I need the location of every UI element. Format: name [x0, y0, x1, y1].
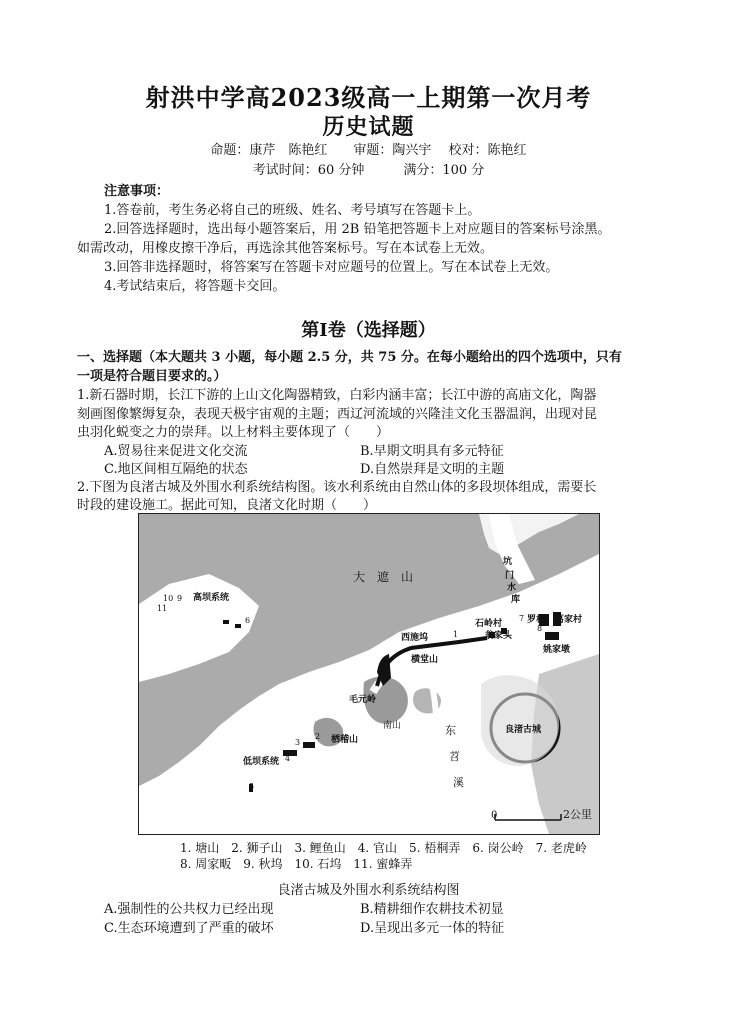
label-nanshan: 南山	[383, 721, 402, 731]
dam-marker	[223, 620, 229, 624]
notice-item: 4.考试结束后，将答题卡交回。	[104, 279, 286, 294]
label-dong: 东	[445, 724, 456, 737]
dam-number: 3	[295, 738, 301, 747]
label-kengmen: 库	[511, 595, 521, 605]
exam-title: 射洪中学高2023级高一上期第一次月考	[145, 83, 592, 112]
q1-option-a: A.贸易往来促进文化交流	[104, 444, 248, 459]
exam-subtitle: 历史试题	[322, 114, 415, 140]
label-tiao: 苕	[449, 750, 460, 763]
dam-number: 6	[245, 616, 251, 625]
dam-number: 11	[157, 604, 168, 613]
question-2-stem: 2.下图为良渚古城及外围水利系统结构图。该水利系统由自然山体的多段坝体组成，需要长	[77, 480, 597, 495]
dam-number: 4	[285, 754, 291, 763]
dam-number: 1	[453, 630, 459, 639]
label-qilongshan: 栖稽山	[331, 735, 359, 745]
question-2-stem: 时段的建设施工。据此可知，良渚文化时期（ ）	[77, 498, 377, 513]
label-hengtang: 横堂山	[411, 655, 439, 665]
label-kengmen: 坑	[503, 557, 513, 567]
scale-label: 2公里	[563, 808, 592, 821]
part-heading: 一、选择题（本大题共 3 小题，每小题 2.5 分，共 75 分。在每小题给出的四个选项中，只有	[77, 350, 622, 365]
dam-number: 2	[315, 732, 321, 741]
dam-number: 5	[249, 782, 255, 791]
time-line: 考试时间：60 分钟 满分：100 分	[252, 163, 485, 178]
dam-marker	[545, 632, 559, 640]
notice-item: 2.回答选择题时，选出每小题答案后，用 2B 铅笔把答题卡上对应题目的答案标号涂黑。	[104, 222, 611, 237]
label-maoyuanling: 毛元岭	[349, 695, 377, 705]
label-jiajiatou: 翁家头	[485, 631, 513, 641]
notice-item: 1.答卷前，考生务必将自己的班级、姓名、考号填写在答题卡上。	[104, 203, 481, 218]
notice-heading: 注意事项：	[104, 184, 170, 199]
label-kengmen: 门	[505, 571, 515, 581]
q1-option-c: C.地区间相互隔绝的状态	[104, 462, 248, 477]
q2-option-a: A.强制性的公共权力已经出现	[104, 902, 274, 917]
notice-item: 3.回答非选择题时，将答案写在答题卡对应题号的位置上。写在本试卷上无效。	[104, 260, 559, 275]
label-kengmen: 水	[507, 583, 517, 593]
q2-option-b: B.精耕细作农耕技术初显	[360, 902, 504, 917]
label-diba: 低坝系统	[243, 757, 280, 767]
scale-zero: 0	[491, 810, 498, 821]
label-shiling: 石岭村	[475, 619, 503, 629]
question-1-stem: 虫羽化蜕变之力的崇拜。以上材料主要体现了（ ）	[77, 425, 390, 440]
map-legend: 8. 周家畈 9. 秋坞 10. 石坞 11. 蜜蜂弄	[180, 857, 413, 871]
q1-option-d: D.自然崇拜是文明的主题	[360, 462, 505, 477]
dam-marker	[235, 624, 241, 628]
label-liangzhu-city: 良渚古城	[505, 725, 542, 735]
label-xishiwu: 西施坞	[401, 633, 429, 643]
q2-option-c: C.生态环境遭到了严重的破坏	[104, 921, 274, 936]
dam-number: 8	[537, 624, 543, 633]
map-drawing	[139, 514, 599, 834]
dam-number: 9	[177, 594, 183, 603]
q1-option-b: B.早期文明具有多元特征	[360, 444, 504, 459]
question-1-stem: 1.新石器时期，长江下游的上山文化陶器精致，白彩内涵丰富；长江中游的高庙文化，陶器	[77, 388, 597, 403]
q2-option-d: D.呈现出多元一体的特征	[360, 921, 505, 936]
dam-number: 10	[163, 594, 174, 603]
water-system-map	[138, 513, 600, 835]
dam-number: 7	[519, 614, 525, 623]
section-title: 第Ⅰ卷（选择题）	[301, 320, 436, 341]
label-yaojiadun: 姚家墩	[543, 645, 571, 655]
map-legend: 1. 塘山 2. 狮子山 3. 鲤鱼山 4. 官山 5. 梧桐弄 6. 岗公岭 7. 老虎岭	[180, 841, 587, 855]
label-xi: 溪	[453, 776, 464, 789]
map-caption: 良渚古城及外围水利系统结构图	[277, 883, 460, 898]
dam-marker	[303, 742, 315, 748]
label-luocun: 罗村	[527, 615, 546, 625]
staff-line: 命题：康芹 陈艳红 审题：陶兴宇 校对：陈艳红	[210, 143, 527, 158]
part-heading: 一项是符合题目要求的。）	[77, 369, 227, 384]
label-gaoba: 高坝系统	[193, 593, 230, 603]
question-1-stem: 刻画图像繁缛复杂，表现天极宇宙观的主题；西辽河流域的兴隆洼文化玉器温润，出现对昆	[77, 407, 598, 422]
label-gejia: 葛家村	[555, 615, 583, 625]
label-dazheshan: 大 遮 山	[353, 570, 414, 584]
notice-item: 如需改动，用橡皮擦干净后，再选涂其他答案标号。写在本试卷上无效。	[77, 241, 494, 256]
